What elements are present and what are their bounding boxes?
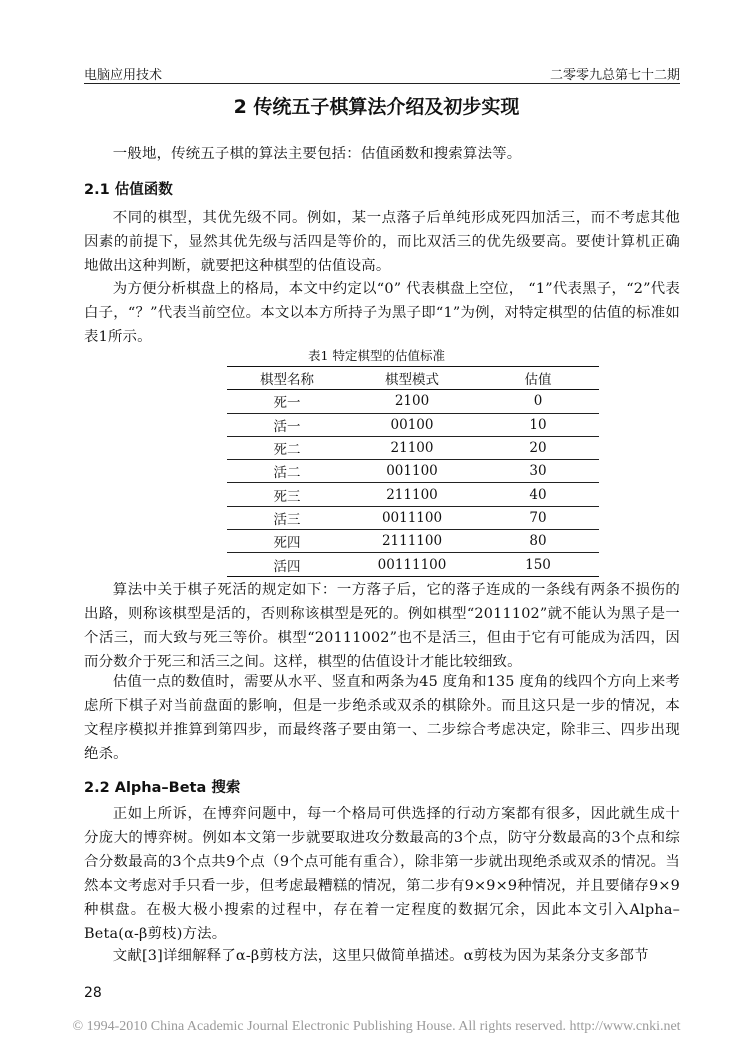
table-header-cell: 棋型模式 [347, 367, 477, 390]
section-2-2-paragraph-2: 文献[3]详细解释了α-β剪枝方法，这里只做简单描述。α剪枝为因为某条分支多部节 [112, 948, 649, 964]
pattern-name-cell: 活二 [227, 460, 347, 483]
pattern-code-cell: 00100 [347, 413, 477, 436]
pattern-code-cell: 21100 [347, 436, 477, 459]
section-2-1-paragraph-1: 不同的棋型，其优先级不同。例如，某一点落子后单纯形成死四加活三，而不考虑其他因素的前提下，显然其优先级与活四是等价的，而比双活三的优先级要高。要使计算机正确地做出这种判断，就要把这种棋型的估值设高。 [84, 210, 680, 274]
score-cell: 70 [477, 506, 599, 529]
pattern-name-cell: 死四 [227, 530, 347, 553]
pattern-name-cell: 死三 [227, 483, 347, 506]
pattern-name-cell: 活三 [227, 506, 347, 529]
section-2-1-heading: 2.1 估值函数 [84, 182, 173, 198]
section-2-2-heading: 2.2 Alpha–Beta 搜索 [84, 780, 241, 796]
score-cell: 0 [477, 390, 599, 413]
section-2-1-paragraph-3: 算法中关于棋子死活的规定如下：一方落子后，它的落子连成的一条线有两条不损伤的出路，则称该棋型是活的，否则称该棋型是死的。例如棋型“2011102”就不能认为黑子是一个活三，而大致与死三等价。棋型“20111002”也不是活三，但由于它有可能成为活四，因而分数介于死三和活三之间。这样，棋型的估值设计才能比较细致。 [84, 582, 680, 670]
table-header-cell: 估值 [477, 367, 599, 390]
score-cell: 80 [477, 530, 599, 553]
pattern-code-cell: 211100 [347, 483, 477, 506]
pattern-name-cell: 死二 [227, 436, 347, 459]
journal-name: 电脑应用技术 [84, 68, 163, 83]
pattern-code-cell: 2100 [347, 390, 477, 413]
table-row [227, 436, 599, 459]
section-title: 2 传统五子棋算法介绍及初步实现 [233, 96, 520, 118]
pattern-code-cell: 001100 [347, 460, 477, 483]
score-cell: 20 [477, 436, 599, 459]
pattern-name-cell: 死一 [227, 390, 347, 413]
table-row [227, 390, 599, 413]
pattern-code-cell: 00111100 [347, 553, 477, 576]
table-row [227, 506, 599, 529]
table-header-row [227, 367, 599, 390]
pattern-name-cell: 活四 [227, 553, 347, 576]
table-row [227, 413, 599, 436]
section-2-2-paragraph-1: 正如上所诉，在博弈问题中，每一个格局可供选择的行动方案都有很多，因此就生成十分庞大的博弈树。例如本文第一步就要取进攻分数最高的3个点，防守分数最高的3个点和综合分数最高的3个点共9个点（9个点可能有重合），除非第一步就出现绝杀或双杀的情况。当然本文考虑对手只看一步，但考虑最糟糕的情况，第二步有9×9×9种情况，并且要储存9×9种棋盘。在极大极小搜索的过程中，存在着一定程度的数据冗余，因此本文引入Alpha– Beta(α-β剪枝)方法。 [84, 806, 680, 942]
table-caption: 表1 特定棋型的估值标准 [308, 348, 445, 363]
pattern-code-cell: 0011100 [347, 506, 477, 529]
intro-paragraph: 一般地，传统五子棋的算法主要包括：估值函数和搜索算法等。 [112, 146, 522, 162]
estimation-table [227, 366, 599, 577]
score-cell: 10 [477, 413, 599, 436]
score-cell: 40 [477, 483, 599, 506]
score-cell: 30 [477, 460, 599, 483]
section-2-1-paragraph-2: 为方便分析棋盘上的格局，本文中约定以“0” 代表棋盘上空位， “1”代表黑子，“2”代表白子，“？”代表当前空位。本文以本方所持子为黑子即“1”为例，对特定棋型的估值的标准如表1所示。 [84, 281, 680, 345]
copyright-watermark: © 1994-2010 China Academic Journal Electronic Publishing House. All rights reserved. http://www.cnki.net [72, 1019, 681, 1034]
table-row [227, 553, 599, 576]
section-2-1-paragraph-4: 估值一点的数值时，需要从水平、竖直和两条为45 度角和135 度角的线四个方向上来考虑所下棋子对当前盘面的影响，但是一步绝杀或双杀的棋除外。而且这只是一步的情况，本文程序模拟并推算到第四步，而最终落子要由第一、二步综合考虑决定，除非三、四步出现绝杀。 [84, 674, 680, 762]
page-number: 28 [84, 985, 102, 1001]
score-cell: 150 [477, 553, 599, 576]
table-row [227, 483, 599, 506]
table-row [227, 530, 599, 553]
running-header [84, 60, 680, 84]
pattern-code-cell: 2111100 [347, 530, 477, 553]
table-header-cell: 棋型名称 [227, 367, 347, 390]
issue-label: 二零零九总第七十二期 [549, 68, 680, 83]
pattern-name-cell: 活一 [227, 413, 347, 436]
table-row [227, 460, 599, 483]
